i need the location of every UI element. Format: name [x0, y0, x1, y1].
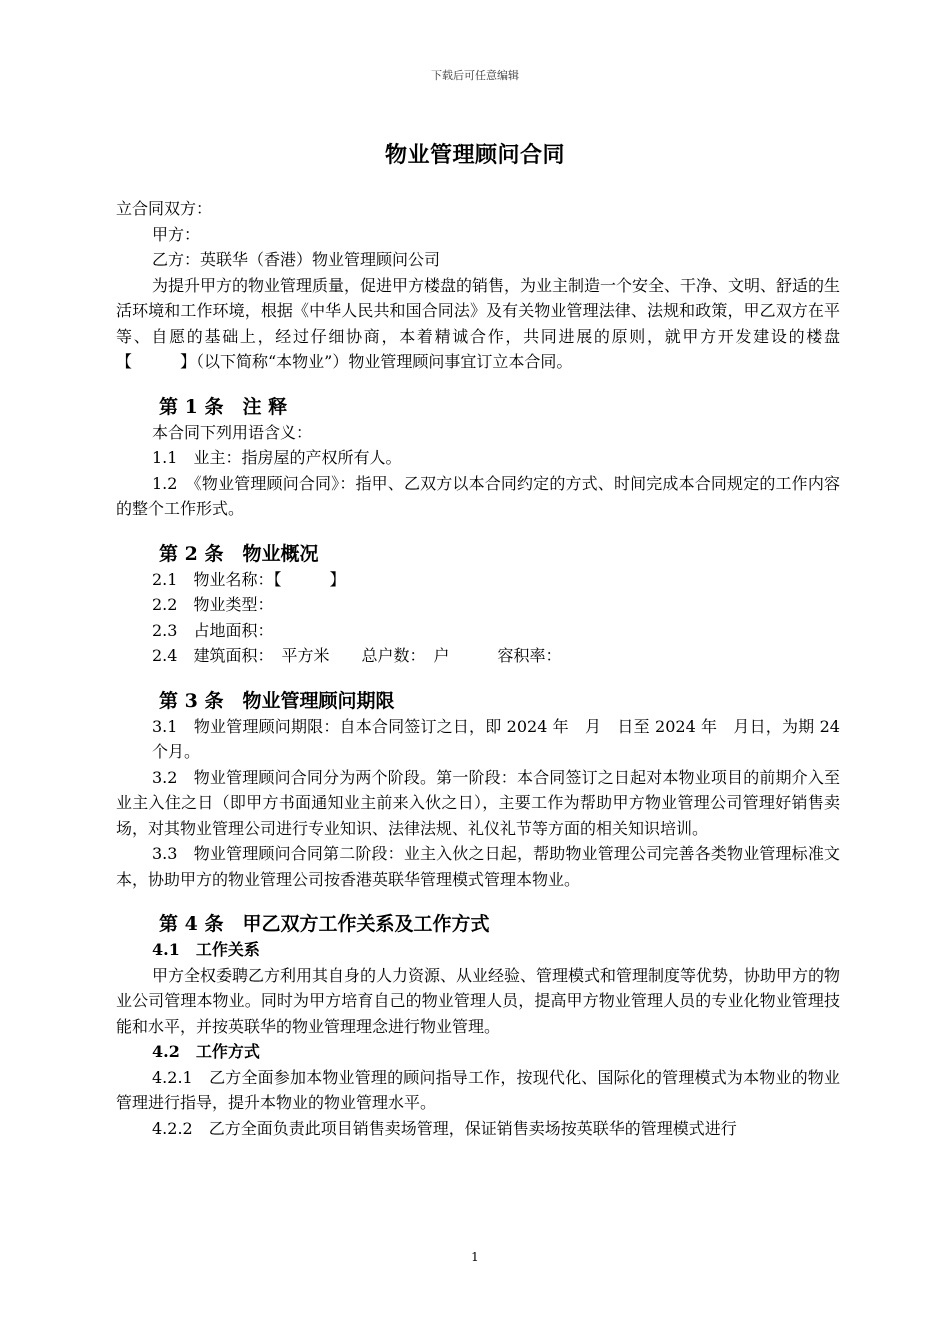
contract-body	[116, 196, 840, 1141]
article-4-item-1: 4.2.1 乙方全面参加本物业管理的顾问指导工作，按现代化、国际化的管理模式为本物业的物业管理进行指导，提升本物业的物业管理水平。	[116, 1067, 840, 1112]
party-b: 乙方：英联华（香港）物业管理顾问公司	[152, 250, 441, 269]
article-1-item-2: 1.2 《物业管理顾问合同》：指甲、乙双方以本合同约定的方式、时间完成本合同规定的工作内容的整个工作形式。	[116, 473, 840, 518]
party-a: 甲方：	[152, 224, 201, 244]
article-2-item-4: 2.4 建筑面积： 平方米 总户数： 户 容积率：	[152, 646, 562, 665]
article-1-item-1: 1.1 业主：指房屋的产权所有人。	[152, 448, 402, 467]
article-4-heading: 第 4 条 甲乙双方工作关系及工作方式	[159, 913, 490, 935]
article-1-intro: 本合同下列用语含义：	[152, 422, 313, 442]
preamble: 为提升甲方的物业管理质量，促进甲方楼盘的销售，为业主制造一个安全、干净、文明、舒适的生活环境和工作环境，根据《中华人民共和国合同法》及有关物业管理法律、法规和政策，甲乙双方在平等、自愿的基础上，经过仔细协商，本着精诚合作，共同进展的原则，就甲方开发建设的楼盘【 】（以下简称“本物业”）物业管理顾问事宜订立本合同。	[116, 275, 841, 371]
article-2-item-2: 2.2 物业类型：	[152, 595, 274, 614]
article-2-item-3: 2.3 占地面积：	[152, 620, 274, 640]
article-1-heading: 第 1 条 注 释	[159, 395, 288, 418]
article-3-item-3: 3.3 物业管理顾问合同第二阶段：业主入伙之日起，帮助物业管理公司完善各类物业管理标准文本，协助甲方的物业管理公司按香港英联华管理模式管理本物业。	[116, 844, 840, 889]
page-title: 物业管理顾问合同	[384, 142, 565, 168]
article-3-heading: 第 3 条 物业管理顾问期限	[159, 689, 395, 712]
article-2-heading: 第 2 条 物业概况	[159, 542, 319, 565]
article-4-item-2: 4.2.2 乙方全面负责此项目销售卖场管理，保证销售卖场按英联华的管理模式进行	[152, 1118, 737, 1138]
article-3-item-1: 3.1 物业管理顾问期限：自本合同签订之日，即 2024 年 月 日至 2024 年 月日，为期 24 个月。	[152, 716, 840, 761]
article-2-item-1: 2.1 物业名称：【 】	[152, 569, 346, 589]
parties-intro: 立合同双方：	[116, 199, 213, 218]
article-4-sub-1-text: 甲方全权委聘乙方利用其自身的人力资源、从业经验、管理模式和管理制度等优势，协助甲方的物业公司管理本物业。同时为甲方培育自己的物业管理人员，提高甲方物业管理人员的专业化物业管理技能和水平，并按英联华的物业管理理念进行物业管理。	[116, 965, 841, 1036]
page-number: 1	[471, 1250, 479, 1264]
header-note: 下载后可任意编辑	[431, 69, 519, 82]
article-4-sub-2: 4.2 工作方式	[152, 1042, 260, 1061]
article-3-item-2: 3.2 物业管理顾问合同分为两个阶段。第一阶段：本合同签订之日起对本物业项目的前期介入至业主入住之日（即甲方书面通知业主前来入伙之日），主要工作为帮助甲方物业管理公司管理好销售卖场，对其物业管理公司进行专业知识、法律法规、礼仪礼节等方面的相关知识培训。	[116, 767, 840, 838]
article-4-sub-1: 4.1 工作关系	[152, 940, 260, 959]
